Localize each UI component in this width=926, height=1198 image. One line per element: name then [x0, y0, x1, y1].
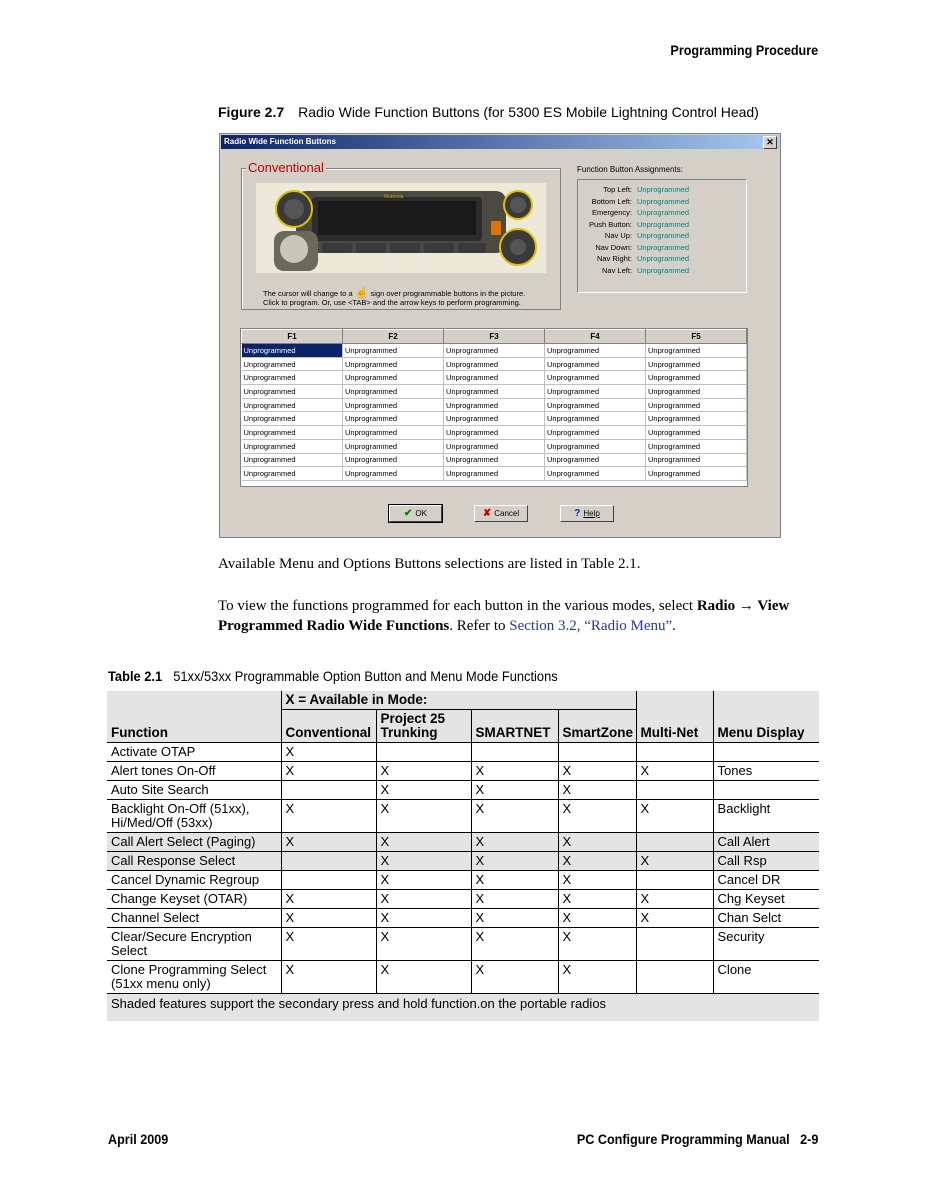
- mode-cell: [471, 743, 558, 762]
- mode-cell: X: [471, 781, 558, 800]
- table-row: [107, 781, 819, 800]
- assignment-row: Nav Right: Unprogrammed: [596, 254, 690, 263]
- figure-caption-text: Radio Wide Function Buttons (for 5300 ES Mobile Lightning Control Head): [298, 104, 759, 120]
- table-row: [107, 743, 819, 762]
- assignment-row: Nav Left: Unprogrammed: [601, 265, 690, 275]
- menu-display-cell: Security: [713, 928, 819, 961]
- figure-caption: [218, 104, 759, 120]
- table-row: [107, 909, 819, 928]
- mode-cell: X: [558, 871, 636, 890]
- grid-cell[interactable]: Unprogrammed: [343, 344, 444, 358]
- mode-cell: X: [558, 909, 636, 928]
- mode-cell: X: [376, 852, 471, 871]
- menu-display-cell: Clone: [713, 961, 819, 994]
- close-icon[interactable]: ✕: [763, 136, 777, 149]
- grid-cell[interactable]: Unprogrammed: [242, 344, 343, 358]
- x-icon: ✘: [482, 508, 492, 519]
- table-row: [107, 871, 819, 890]
- col-menu-display: Menu Display: [713, 691, 819, 743]
- mode-cell: X: [558, 852, 636, 871]
- grid-header[interactable]: F3: [444, 330, 545, 344]
- checkmark-icon: ✔: [404, 508, 413, 519]
- menu-path: Radio → View Programmed Radio Wide Functions: [218, 598, 790, 634]
- mode-cell: X: [281, 800, 376, 833]
- mode-cell: X: [471, 800, 558, 833]
- grid-cell[interactable]: Unprogrammed: [545, 344, 646, 358]
- menu-display-cell: Call Alert: [713, 833, 819, 852]
- grid-cell[interactable]: Unprogrammed: [242, 467, 343, 481]
- grid-cell[interactable]: Unprogrammed: [343, 439, 444, 453]
- grid-cell[interactable]: Unprogrammed: [242, 385, 343, 399]
- mode-cell: X: [376, 928, 471, 961]
- mode-cell: X: [376, 833, 471, 852]
- menu-display-cell: Chan Selct: [713, 909, 819, 928]
- cursor-note: The cursor will change to a ☝ sign over programmable buttons in the picture. Click to program. Or, use <TAB> and the arrow keys to perform programming.: [263, 287, 526, 307]
- col-mode: SMARTNET: [471, 710, 558, 743]
- grid-cell[interactable]: Unprogrammed: [343, 357, 444, 371]
- assignment-row: Push Button: Unprogrammed: [589, 219, 690, 229]
- mode-cell: [281, 781, 376, 800]
- mode-cell: X: [281, 909, 376, 928]
- section-link[interactable]: Section 3.2, “Radio Menu”: [509, 618, 673, 634]
- grid-cell[interactable]: Unprogrammed: [646, 385, 747, 399]
- grid-cell[interactable]: Unprogrammed: [343, 426, 444, 440]
- grid-cell[interactable]: Unprogrammed: [343, 398, 444, 412]
- mode-cell: [558, 743, 636, 762]
- mode-cell: [636, 833, 713, 852]
- running-header: Programming Procedure: [670, 42, 818, 58]
- page-number: 2-9: [799, 1131, 818, 1147]
- group-label: Conventional: [248, 160, 324, 175]
- mode-cell: X: [558, 762, 636, 781]
- function-cell: Change Keyset (OTAR): [107, 890, 281, 909]
- grid-cell[interactable]: Unprogrammed: [444, 467, 545, 481]
- grid-cell[interactable]: Unprogrammed: [242, 371, 343, 385]
- mode-cell: X: [471, 762, 558, 781]
- paragraph-1: Available Menu and Options Buttons selections are listed in Table 2.1.: [218, 556, 641, 572]
- mode-cell: X: [558, 800, 636, 833]
- functions-table: [107, 691, 819, 1021]
- grid-cell[interactable]: Unprogrammed: [444, 412, 545, 426]
- mode-cell: [636, 781, 713, 800]
- function-grid: [240, 328, 748, 487]
- grid-cell[interactable]: Unprogrammed: [242, 426, 343, 440]
- mode-cell: [281, 871, 376, 890]
- mode-cell: X: [558, 961, 636, 994]
- mode-cell: X: [376, 890, 471, 909]
- assignment-row: Nav Up: Unprogrammed: [604, 231, 690, 240]
- mode-cell: X: [558, 928, 636, 961]
- mode-cell: X: [558, 781, 636, 800]
- menu-display-cell: [713, 743, 819, 762]
- menu-display-cell: Call Rsp: [713, 852, 819, 871]
- grid-cell[interactable]: Unprogrammed: [444, 453, 545, 467]
- col-mode: Project 25 Trunking: [376, 710, 471, 743]
- grid-cell[interactable]: Unprogrammed: [343, 371, 444, 385]
- grid-cell[interactable]: Unprogrammed: [545, 385, 646, 399]
- table-row: [107, 890, 819, 909]
- cancel-button[interactable]: ✘ Cancel: [474, 505, 528, 522]
- conventional-group: [241, 160, 561, 310]
- function-cell: Backlight On-Off (51xx), Hi/Med/Off (53xx): [107, 800, 281, 833]
- table-row: [107, 961, 819, 994]
- mode-cell: X: [281, 928, 376, 961]
- grid-cell[interactable]: Unprogrammed: [444, 357, 545, 371]
- col-mode: SmartZone: [558, 710, 636, 743]
- menu-display-cell: Chg Keyset: [713, 890, 819, 909]
- mode-cell: X: [376, 762, 471, 781]
- table-row: [107, 762, 819, 781]
- function-cell: Clear/Secure Encryption Select: [107, 928, 281, 961]
- question-icon: ?: [574, 508, 581, 519]
- grid-cell[interactable]: Unprogrammed: [242, 453, 343, 467]
- table-row: [107, 800, 819, 833]
- mode-cell: [636, 871, 713, 890]
- control-head-image[interactable]: [256, 183, 546, 273]
- function-cell: Channel Select: [107, 909, 281, 928]
- grid-cell[interactable]: Unprogrammed: [444, 385, 545, 399]
- mode-cell: X: [558, 890, 636, 909]
- assignment-row: Nav Down: Unprogrammed: [595, 242, 690, 252]
- grid-cell[interactable]: Unprogrammed: [444, 344, 545, 358]
- dialog-title: Radio Wide Function Buttons: [224, 137, 336, 146]
- grid-cell[interactable]: Unprogrammed: [444, 398, 545, 412]
- mode-cell: X: [558, 833, 636, 852]
- ok-button[interactable]: ✔ OK: [389, 505, 442, 522]
- grid-cell[interactable]: Unprogrammed: [646, 357, 747, 371]
- grid-cell[interactable]: Unprogrammed: [242, 412, 343, 426]
- function-cell: Cancel Dynamic Regroup: [107, 871, 281, 890]
- mode-cell: [636, 928, 713, 961]
- grid-cell[interactable]: Unprogrammed: [545, 439, 646, 453]
- function-cell: Call Response Select: [107, 852, 281, 871]
- col-mode: Conventional: [281, 710, 376, 743]
- mode-cell: X: [471, 890, 558, 909]
- mode-cell: X: [471, 833, 558, 852]
- grid-header[interactable]: F4: [545, 330, 646, 344]
- mode-cell: [376, 743, 471, 762]
- mode-cell: [281, 852, 376, 871]
- mode-cell: X: [471, 928, 558, 961]
- function-cell: Call Alert Select (Paging): [107, 833, 281, 852]
- grid-cell[interactable]: Unprogrammed: [343, 467, 444, 481]
- col-mode: Multi-Net: [636, 710, 713, 743]
- menu-display-cell: Tones: [713, 762, 819, 781]
- assignments-title: Function Button Assignments:: [577, 165, 683, 174]
- function-cell: Alert tones On-Off: [107, 762, 281, 781]
- grid-cell[interactable]: Unprogrammed: [545, 371, 646, 385]
- grid-cell[interactable]: Unprogrammed: [545, 453, 646, 467]
- grid-cell[interactable]: Unprogrammed: [646, 344, 747, 358]
- table-row: [107, 928, 819, 961]
- grid-header[interactable]: F2: [343, 330, 444, 344]
- mode-cell: X: [376, 871, 471, 890]
- grid-cell[interactable]: Unprogrammed: [646, 412, 747, 426]
- grid-header[interactable]: F5: [646, 330, 747, 344]
- grid-cell[interactable]: Unprogrammed: [343, 453, 444, 467]
- grid-cell[interactable]: Unprogrammed: [646, 398, 747, 412]
- mode-cell: X: [471, 852, 558, 871]
- table-caption: Table 2.1 51xx/53xx Programmable Option Button and Menu Mode Functions: [108, 668, 558, 684]
- grid-cell[interactable]: Unprogrammed: [242, 357, 343, 371]
- mode-cell: X: [471, 961, 558, 994]
- menu-display-cell: [713, 781, 819, 800]
- radio-brand: Motorola: [384, 194, 404, 200]
- dialog-titlebar: [221, 135, 779, 149]
- mode-cell: [636, 743, 713, 762]
- table-label: Table 2.1: [108, 668, 163, 684]
- grid-cell[interactable]: Unprogrammed: [242, 398, 343, 412]
- assignment-row: Emergency: Unprogrammed: [591, 208, 690, 217]
- grid-cell[interactable]: Unprogrammed: [646, 439, 747, 453]
- mode-cell: [636, 961, 713, 994]
- mode-cell: X: [281, 890, 376, 909]
- grid-cell[interactable]: Unprogrammed: [646, 371, 747, 385]
- grid-cell[interactable]: Unprogrammed: [646, 453, 747, 467]
- footer-manual: PC Configure Programming Manual 2-9: [576, 1131, 818, 1147]
- table-footnote: Shaded features support the secondary press and hold function.on the portable radios: [107, 994, 819, 1022]
- grid-cell[interactable]: Unprogrammed: [545, 357, 646, 371]
- function-buttons-dialog: [219, 133, 781, 538]
- mode-cell: X: [376, 800, 471, 833]
- mode-cell: X: [636, 800, 713, 833]
- mode-cell: X: [281, 961, 376, 994]
- mode-cell: X: [281, 743, 376, 762]
- col-function: Function: [107, 691, 281, 743]
- assignment-row: Bottom Left: Unprogrammed: [591, 196, 690, 206]
- grid-cell[interactable]: Unprogrammed: [646, 467, 747, 481]
- mode-cell: X: [471, 909, 558, 928]
- mode-cell: X: [281, 833, 376, 852]
- mode-cell: X: [636, 909, 713, 928]
- grid-cell[interactable]: Unprogrammed: [545, 426, 646, 440]
- table-row: [107, 852, 819, 871]
- function-cell: Clone Programming Select (51xx menu only): [107, 961, 281, 994]
- mode-cell: X: [636, 762, 713, 781]
- table-row: [107, 833, 819, 852]
- figure-label: Figure 2.7: [218, 104, 285, 120]
- function-cell: Activate OTAP: [107, 743, 281, 762]
- mode-cell: X: [636, 890, 713, 909]
- assignment-row: Top Left: Unprogrammed: [603, 185, 690, 194]
- available-header: X = Available in Mode:: [281, 691, 636, 710]
- help-button[interactable]: ? Help: [560, 505, 614, 522]
- assignments-box: [577, 179, 747, 293]
- grid-cell[interactable]: Unprogrammed: [545, 412, 646, 426]
- footer-date: April 2009: [108, 1131, 169, 1147]
- mode-cell: X: [636, 852, 713, 871]
- grid-cell[interactable]: Unprogrammed: [444, 371, 545, 385]
- menu-display-cell: Cancel DR: [713, 871, 819, 890]
- grid-cell[interactable]: Unprogrammed: [343, 412, 444, 426]
- grid-cell[interactable]: Unprogrammed: [646, 426, 747, 440]
- grid-cell[interactable]: Unprogrammed: [545, 398, 646, 412]
- grid-cell[interactable]: Unprogrammed: [343, 385, 444, 399]
- mode-cell: X: [376, 909, 471, 928]
- paragraph-2: To view the functions programmed for each button in the various modes, select Radio → View Programmed Radio Wide Functions. Refer to Section 3.2, “Radio Menu”.: [218, 598, 790, 634]
- hand-cursor-icon: ☝: [354, 287, 369, 299]
- menu-display-cell: Backlight: [713, 800, 819, 833]
- grid-cell[interactable]: Unprogrammed: [242, 439, 343, 453]
- mode-cell: X: [376, 781, 471, 800]
- mode-cell: X: [376, 961, 471, 994]
- function-cell: Auto Site Search: [107, 781, 281, 800]
- mode-cell: X: [281, 762, 376, 781]
- grid-cell[interactable]: Unprogrammed: [444, 439, 545, 453]
- mode-cell: X: [471, 871, 558, 890]
- grid-header[interactable]: F1: [242, 330, 343, 344]
- grid-cell[interactable]: Unprogrammed: [444, 426, 545, 440]
- grid-cell[interactable]: Unprogrammed: [545, 467, 646, 481]
